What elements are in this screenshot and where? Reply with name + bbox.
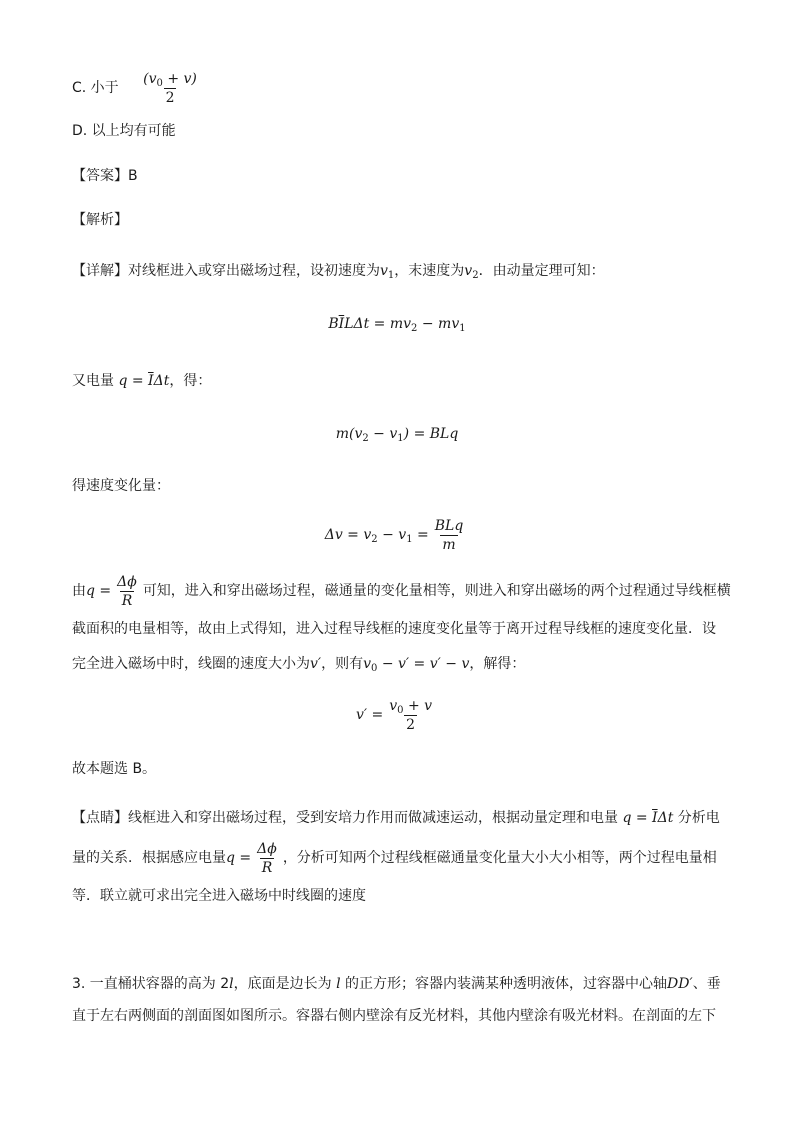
detail-paragraph-line-1: 由q = $\frac{\Delta\phi}{R}$ 可知，进入和穿出磁场过程，磁通量的变化量相等，则进入和穿出磁场的两个过程通过导线框横 [72, 573, 731, 609]
equation-momentum: $B\overline{I}L\Delta t = mv_2 - mv_1$ [328, 316, 466, 334]
conclusion: 故本题选 B。 [72, 761, 157, 777]
detail-intro: 【详解】对线框进入或穿出磁场过程，设初速度为$v_1$，末速度为$v_2$．由动量定理可知： [72, 263, 605, 281]
equation-charge: $m(v_2 - v_1)$ = BLq [335, 426, 459, 444]
option-d: D. 以上均有可能 [72, 123, 176, 139]
answer-value: B [128, 168, 138, 184]
velocity-change-label: 得速度变化量： [72, 478, 170, 494]
option-c-fraction: $\frac{(v_0 + v)}{2}$ [143, 70, 197, 106]
comment-line-2: 量的关系．根据感应电量q = $\frac{\Delta\phi}{R}$ ，分析可知两个过程线框磁通量变化量大小大小相等，两个过程电量相 [72, 840, 717, 876]
detail-paragraph-line-2: 截面积的电量相等，故由上式得知，进入过程导线框的速度变化量等于离开过程导线框的速度变化量．设 [72, 621, 716, 637]
detail-paragraph-line-3: 完全进入磁场中时，线圈的速度大小为v′，则有$v_0 - v' = v' - v$，解得： [72, 656, 526, 674]
option-c [72, 68, 722, 108]
answer-line [72, 164, 722, 188]
answer-tag: 【答案】 [72, 168, 128, 184]
comment-tag: 【点睛】 [72, 810, 128, 826]
detail-tag: 【详解】 [72, 263, 128, 279]
charge-line: 又电量 $q = \overline{I}\Delta t$，得： [72, 373, 212, 389]
equation-delta-v: $\Delta v = v_2 - v_1$ = $\frac{\text{BLq}}{m}$ [324, 517, 464, 553]
equation-result: v′ = $\frac{v_0 + v}{2}$ [355, 697, 433, 733]
option-c-label: C. 小于 [72, 80, 119, 96]
comment-line-3: 等．联立就可求出完全进入磁场中时线圈的速度 [72, 888, 366, 904]
question3-line-2: 直于左右两侧面的剖面图如图所示。容器右侧内壁涂有反光材料，其他内壁涂有吸光材料。在剖面的左下 [72, 1008, 716, 1024]
question3-line-1: 3. 一直桶状容器的高为 2l，底面是边长为 l 的正方形；容器内装满某种透明液体，过容器中心轴DD′、垂 [72, 976, 721, 992]
analysis-tag: 【解析】 [72, 212, 128, 228]
comment-line-1: 【点睛】线框进入和穿出磁场过程，受到安培力作用而做减速运动，根据动量定理和电量 $q = \overline{I}\Delta t$ 分析电 [72, 810, 720, 826]
